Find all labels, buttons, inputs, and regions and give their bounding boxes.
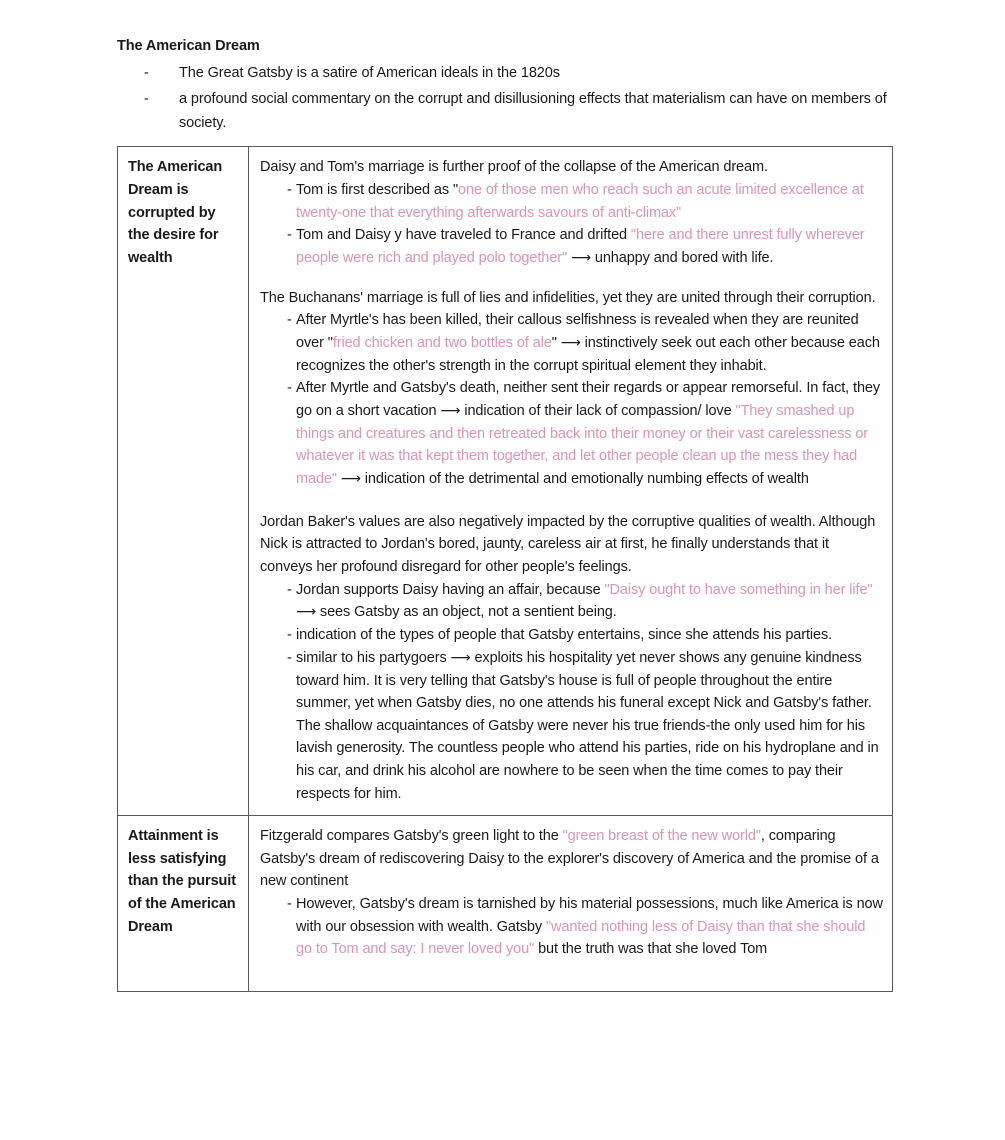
bullet-list — [260, 893, 883, 961]
row-key-cell: The American Dream is corrupted by the desire for wealth — [118, 147, 249, 816]
tail-text: unhappy and bored with life. — [590, 249, 774, 266]
right-arrow-icon: ⟶ — [560, 334, 581, 351]
bullet-list — [260, 579, 883, 806]
bullet-list — [260, 179, 883, 270]
tail-text: sees Gatsby as an object, not a sentient being. — [315, 604, 617, 621]
page-title: The American Dream — [117, 38, 260, 54]
notes-table — [117, 146, 893, 991]
quote-text: "green breast of the new world" — [562, 828, 761, 845]
quote-text: fried chicken and two bottles of ale — [332, 334, 552, 351]
vertical-spacer — [260, 491, 883, 511]
list-item — [117, 61, 893, 86]
intro-bullet-text: The Great Gatsby is a satire of American ideals in the 1820s — [179, 64, 560, 81]
paragraph: The Buchanans' marriage is full of lies and infidelities, yet they are united through their corruption. — [260, 289, 876, 306]
list-item — [260, 224, 883, 269]
bullet-dash-icon: - — [144, 90, 149, 107]
bullet-dash-icon: - — [287, 649, 292, 666]
bullet-text: indication of the types of people that Gatsby entertains, since she attends his parties. — [296, 627, 833, 644]
lead-text: Tom is first described as — [296, 182, 453, 198]
tail-text: exploits his hospitality yet never shows any genuine kindness toward him. It is very telling that Gatsby's house is full of people throughout the entire summer, yet when Gatsby dies, no one attends his funeral except Nick and Gatsby's father. The shallow acquaintances of Gatsby were never his true friends-the only used him for his lavish generosity. The countless people who attend his parties, ride on his hydroplane and in his car, and drink his alcohol are nowhere to be seen when the time comes to pay their respects for him. — [296, 649, 879, 802]
list-item — [260, 647, 883, 805]
tail-text: indication of the detrimental and emotionally numbing effects of wealth — [360, 470, 809, 487]
bullet-text — [292, 579, 883, 624]
quote-text: "wanted nothing less of Daisy than that she should go to Tom and say: I never loved you" — [296, 918, 866, 958]
bullet-text — [292, 377, 883, 490]
quote-mark: " — [452, 182, 459, 198]
lead-text: After Myrtle and Gatsby's death, neither sent their regards or appear remorseful. In fact, they go on a short vacation — [296, 380, 881, 419]
list-item — [260, 377, 883, 490]
lead-text: similar to his partygoers — [296, 649, 451, 666]
list-item — [260, 309, 883, 377]
intro-bullet-list — [117, 61, 893, 137]
lead-text: Jordan supports Daisy having an affair, because — [296, 581, 605, 598]
paragraph — [260, 825, 883, 893]
bullet-list — [260, 309, 883, 491]
bullet-dash-icon: - — [144, 64, 149, 81]
list-item — [260, 179, 883, 224]
paragraph: Daisy and Tom's marriage is further proof of the collapse of the American dream. — [260, 159, 768, 176]
bullet-dash-icon: - — [287, 627, 292, 644]
quote-mark: " — [551, 334, 557, 351]
lead-text: Tom and Daisy y have traveled to France and drifted — [296, 227, 631, 244]
row-body-cell — [249, 816, 893, 992]
intro-bullet-text: a profound social commentary on the corrupt and disillusioning effects that materialism can have on members of society. — [179, 90, 887, 132]
bullet-dash-icon: - — [287, 227, 292, 244]
bullet-dash-icon: - — [287, 182, 292, 198]
bullet-dash-icon: - — [287, 895, 292, 912]
tail-text: instinctively seek out each other because each recognizes the other's strength in the corrupt spiritual element they inhabit. — [296, 334, 880, 374]
bullet-dash-icon: - — [287, 581, 292, 598]
quote-text: "Daisy ought to have something in her life" — [604, 581, 873, 598]
quote-text: "here and there unrest fully wherever people were rich and played polo together" — [296, 227, 865, 266]
right-arrow-icon: ⟶ — [340, 470, 361, 487]
right-arrow-icon: ⟶ — [440, 402, 461, 419]
paragraph: Jordan Baker's values are also negatively impacted by the corruptive qualities of wealth. Although Nick is attracted to Jordan's bored, jaunty, careless air at first, he finally understands that it conveys her profound disregard for other people's feelings. — [260, 513, 876, 576]
right-arrow-icon: ⟶ — [296, 604, 316, 621]
right-arrow-icon: ⟶ — [570, 249, 591, 266]
tail-text: but the truth was that she loved Tom — [534, 941, 768, 958]
list-item — [117, 87, 893, 137]
bullet-dash-icon: - — [287, 312, 292, 329]
row-key-cell: Attainment is less satisfying than the pursuit of the American Dream — [118, 816, 249, 992]
list-item — [260, 893, 883, 961]
bullet-text — [292, 309, 883, 377]
quote-text: one of those men who reach such an acute limited excellence at twenty-one that everything afterwards savours of anti-climax" — [296, 182, 864, 221]
tail-text: , comparing Gatsby's dream of rediscovering Daisy to the explorer's discovery of America and the promise of a new continent — [260, 828, 879, 890]
list-item — [260, 624, 883, 647]
vertical-spacer — [260, 270, 883, 287]
right-arrow-icon: ⟶ — [450, 649, 471, 666]
quote-text: "They smashed up things and creatures and then retreated back into their money or their vast carelessness or whatever it was that kept them together, and let other people clean up the mess they had made" — [296, 402, 869, 487]
bullet-text — [292, 647, 883, 805]
list-item — [260, 579, 883, 624]
table-row — [118, 147, 893, 816]
vertical-spacer — [260, 961, 883, 981]
lead-text: After Myrtle's has been killed, their callous selfishness is revealed when they are reunited over — [296, 312, 859, 351]
table-row — [118, 816, 893, 992]
lead-text: However, Gatsby's dream is tarnished by his material possessions, much like America is now with our obsession with wealth. Gatsby — [296, 895, 883, 935]
lead-text: Fitzgerald compares Gatsby's green light to the — [260, 828, 563, 845]
bullet-text — [292, 224, 883, 269]
bullet-text — [292, 893, 883, 961]
quote-mark: " — [327, 334, 333, 351]
bullet-text — [292, 179, 883, 224]
row-body-cell — [249, 147, 893, 816]
bullet-dash-icon: - — [287, 380, 292, 397]
mid-text: indication of their lack of compassion/ love — [460, 402, 736, 419]
